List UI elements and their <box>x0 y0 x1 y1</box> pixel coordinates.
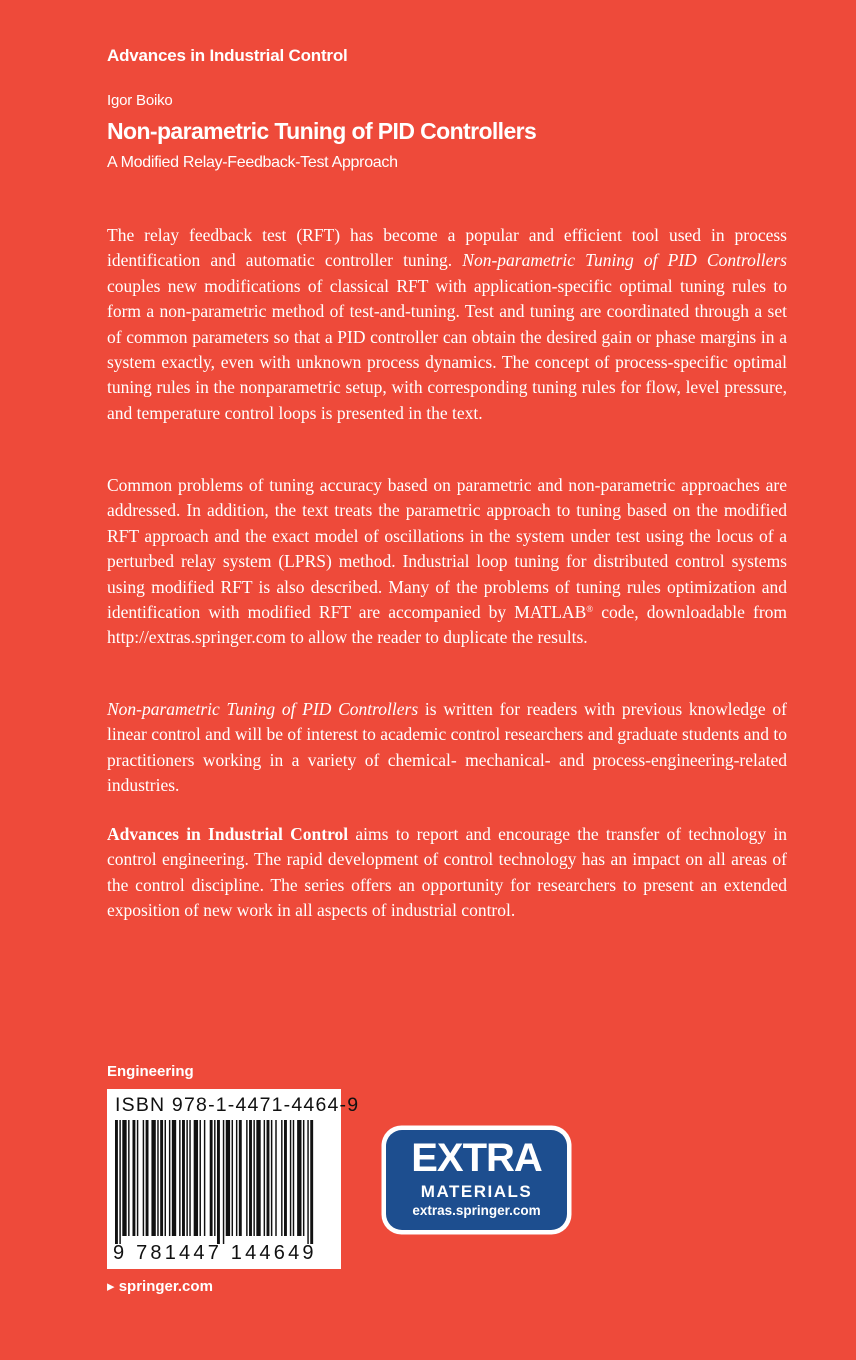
book-title: Non-parametric Tuning of PID Controllers <box>107 118 537 144</box>
barcode-bar <box>186 1120 187 1236</box>
barcode-bar <box>249 1120 252 1236</box>
barcode-bar <box>151 1120 155 1236</box>
series-name-bold: Advances in Industrial Control <box>107 824 349 844</box>
barcode-bar <box>189 1120 190 1236</box>
blurb-text: Common problems of tuning accuracy based on parametric and non-parametric approaches are addressed. In addition, the text treats the parametric approach to tuning based on the modified RFT approach and the exact model of oscillations in the system under test using the locus of a perturbed relay system (LPRS) method. Industrial loop tuning for distributed control systems using modified RFT is also described. Many of the problems of tuning rules optimization and identification with modified RFT are accompanied by MATLAB <box>107 475 787 623</box>
badge-extra-text: EXTRA <box>411 1136 542 1180</box>
publisher-website[interactable] <box>107 1277 213 1295</box>
blurb-paragraph-3 <box>107 697 787 799</box>
book-title-italic: Non-parametric Tuning of PID Controllers <box>107 699 419 719</box>
barcode-bar <box>165 1120 166 1236</box>
barcode-bar <box>143 1120 144 1236</box>
barcode-bar <box>122 1120 126 1236</box>
barcode-bar <box>253 1120 254 1236</box>
barcode-bar <box>281 1120 282 1236</box>
blurb-text: aims to report and encourage the transfer of technology in control engineering. The rapid development of control technology has an impact on all areas of the control discipline. The series offers an opportunity for researchers to present an extended exposition of new work in all aspects of industrial control. <box>107 824 787 921</box>
isbn-label: ISBN 978-1-4471-4464-9 <box>115 1094 360 1116</box>
registered-mark: ® <box>586 604 594 615</box>
barcode-bars <box>115 1120 333 1244</box>
barcode-bar <box>232 1120 233 1236</box>
barcode-bar <box>223 1120 224 1244</box>
series-title: Advances in Industrial Control <box>107 46 348 65</box>
barcode-bar <box>115 1120 118 1244</box>
barcode-bar <box>146 1120 149 1236</box>
barcode-bar <box>293 1120 294 1236</box>
blurb-paragraph-4 <box>107 822 787 924</box>
author-name: Igor Boiko <box>107 92 173 109</box>
barcode-bar <box>267 1120 270 1236</box>
barcode-bar <box>264 1120 265 1236</box>
barcode-bar <box>119 1120 120 1244</box>
barcode-bar <box>303 1120 304 1236</box>
badge-url: extras.springer.com <box>412 1203 541 1218</box>
blurb-text: code, downloadable from http://extras.springer.com to allow the reader to duplicate the results. <box>107 602 788 648</box>
arrow-right-icon: ▸ <box>107 1278 115 1295</box>
isbn-barcode <box>107 1089 360 1269</box>
barcode-bar <box>172 1120 176 1236</box>
barcode-bar <box>128 1120 129 1236</box>
barcode-bar <box>160 1120 163 1236</box>
barcode-digits: 9 781447 144649 <box>113 1242 317 1264</box>
subject-category: Engineering <box>107 1063 194 1080</box>
barcode-bar <box>226 1120 230 1236</box>
barcode-bar <box>169 1120 170 1236</box>
barcode-bar <box>132 1120 135 1236</box>
barcode-bar <box>310 1120 313 1244</box>
blurb-paragraph-1 <box>107 223 787 426</box>
barcode-bar <box>284 1120 287 1236</box>
barcode-bar <box>182 1120 185 1236</box>
barcode-bar <box>194 1120 198 1236</box>
barcode-bar <box>157 1120 158 1236</box>
barcode-bar <box>290 1120 291 1236</box>
barcode-bar <box>275 1120 276 1236</box>
barcode-bar <box>200 1120 201 1236</box>
barcode-bar <box>246 1120 247 1236</box>
barcode-bar <box>137 1120 138 1236</box>
book-title-italic: Non-parametric Tuning of PID Controllers <box>462 250 787 271</box>
extra-materials-badge <box>380 1124 573 1236</box>
barcode-bar <box>214 1120 215 1236</box>
blurb-text: is written for readers with previous knowledge of linear control and will be of interest to academic control researchers and graduate students and to practitioners working in a variety of chemical- mechanical- and process-engineering-related industries. <box>107 699 787 796</box>
barcode-bar <box>179 1120 180 1236</box>
barcode-bar <box>307 1120 308 1244</box>
barcode-bar <box>256 1120 260 1236</box>
barcode-bar <box>210 1120 213 1236</box>
blurb-text: The relay feedback test (RFT) has become a popular and efficient tool used in process identification and automatic controller tuning. <box>107 225 787 271</box>
barcode-bar <box>271 1120 272 1236</box>
blurb-paragraph-2 <box>107 473 787 651</box>
book-subtitle: A Modified Relay-Feedback-Test Approach <box>107 154 398 171</box>
badge-materials-text: MATERIALS <box>420 1182 533 1201</box>
barcode-bar <box>239 1120 242 1236</box>
barcode-bar <box>297 1120 301 1236</box>
barcode-bar <box>204 1120 205 1236</box>
blurb-text: couples new modifications of classical RFT with application-specific optimal tuning rules to form a non-parametric method of test-and-tuning. Test and tuning are coordinated through a set of common parameters so that a PID controller can obtain the desired gain or phase margins in a system exactly, even with unknown process dynamics. The concept of process-specific optimal tuning rules in the nonparametric setup, with corresponding tuning rules for flow, level pressure, and temperature control loops is presented in the text. <box>107 275 787 423</box>
barcode-bar <box>217 1120 220 1244</box>
barcode-bar <box>236 1120 237 1236</box>
website-label: springer.com <box>118 1278 213 1295</box>
